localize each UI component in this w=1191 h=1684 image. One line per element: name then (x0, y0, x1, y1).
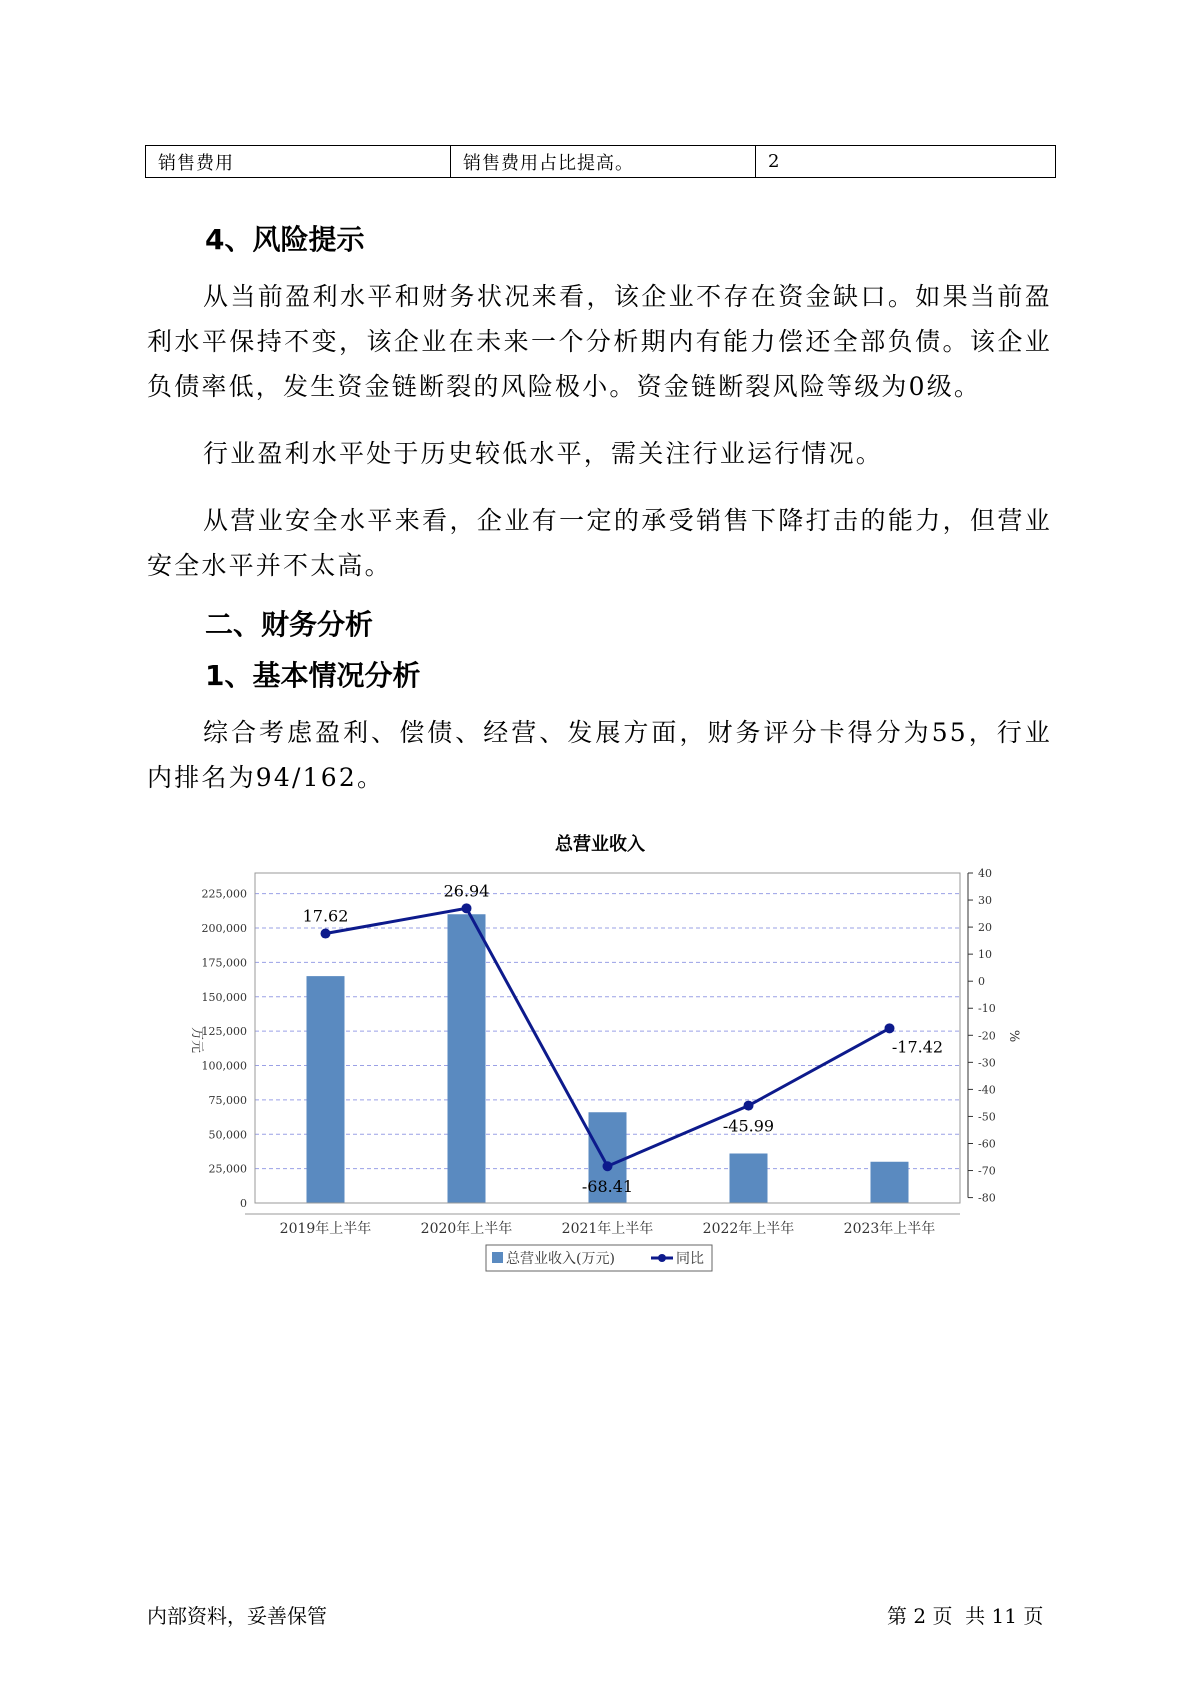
risk-paragraph-1: 从当前盈利水平和财务状况来看，该企业不存在资金缺口。如果当前盈利水平保持不变，该企业在未来一个分析期内有能力偿还全部负债。该企业负债率低，发生资金链断裂的风险极小。资金链断裂风险等级为0级。 (147, 282, 1052, 401)
legend-bar-swatch (492, 1252, 503, 1263)
yoy-data-label: -45.99 (722, 1116, 775, 1136)
yoy-data-label: 17.62 (302, 906, 349, 926)
y2-tick-label: -80 (978, 1191, 996, 1205)
yoy-point (462, 903, 472, 913)
footer-page-number: 第 2 页 共 11 页 (887, 1604, 1044, 1628)
y-tick-label: 125,000 (201, 1025, 247, 1039)
revenue-bar (730, 1154, 768, 1204)
y-tick-label: 200,000 (201, 922, 247, 935)
y-tick-label: 150,000 (201, 990, 247, 1004)
yoy-point (744, 1101, 754, 1111)
revenue-bar (871, 1162, 909, 1203)
basic-analysis-heading: 1、基本情况分析 (205, 659, 421, 692)
y-tick-label: 0 (240, 1197, 247, 1210)
y-tick-label: 225,000 (201, 887, 247, 901)
x-tick-label: 2021年上半年 (561, 1221, 654, 1237)
table-cell-desc: 销售费用占比提高。 (451, 146, 756, 178)
y2-tick-label: -50 (978, 1110, 996, 1124)
y-axis-label: 万元 (189, 1026, 204, 1054)
yoy-point (603, 1161, 613, 1171)
x-tick-label: 2022年上半年 (702, 1221, 795, 1237)
y2-tick-label: -40 (978, 1083, 996, 1097)
basic-analysis-paragraph: 综合考虑盈利、偿债、经营、发展方面，财务评分卡得分为55，行业内排名为94/162。 (147, 718, 1052, 792)
table-cell-score: 2 (756, 146, 1056, 178)
y-tick-label: 100,000 (201, 1059, 247, 1073)
y-tick-label: 175,000 (201, 956, 247, 970)
y2-tick-label: 20 (978, 921, 992, 935)
y2-tick-label: -20 (978, 1029, 996, 1043)
revenue-bar (307, 976, 345, 1203)
y2-tick-label: -70 (978, 1164, 996, 1178)
chart-title: 总营业收入 (555, 834, 645, 855)
risk-paragraph-3: 从营业安全水平来看，企业有一定的承受销售下降打击的能力，但营业安全水平并不太高。 (147, 506, 1052, 580)
y2-tick-label: -10 (978, 1002, 996, 1016)
legend-line-label: 同比 (676, 1251, 704, 1267)
y-tick-label: 25,000 (208, 1162, 247, 1176)
y2-tick-label: 10 (978, 948, 992, 962)
footer-confidential: 内部资料，妥善保管 (147, 1604, 327, 1628)
x-tick-label: 2019年上半年 (279, 1221, 372, 1237)
y2-axis-label: % (1006, 1029, 1021, 1043)
risk-heading: 4、风险提示 (205, 223, 365, 256)
y2-tick-label: -60 (978, 1137, 996, 1151)
yoy-data-label: -17.42 (891, 1037, 944, 1057)
financial-heading: 二、财务分析 (205, 608, 374, 641)
revenue-bar (448, 914, 486, 1203)
x-tick-label: 2020年上半年 (420, 1221, 513, 1237)
risk-paragraph-2: 行业盈利水平处于历史较低水平，需关注行业运行情况。 (203, 439, 884, 468)
yoy-point (885, 1023, 895, 1033)
x-tick-label: 2023年上半年 (843, 1221, 936, 1237)
y-tick-label: 50,000 (208, 1128, 247, 1142)
y2-tick-label: 40 (978, 867, 992, 880)
y2-tick-label: 30 (978, 894, 992, 908)
yoy-data-label: -68.41 (581, 1177, 634, 1197)
y2-tick-label: -30 (978, 1056, 996, 1070)
yoy-point (321, 929, 331, 939)
y-tick-label: 75,000 (208, 1093, 247, 1107)
legend-bar-label: 总营业收入(万元) (506, 1251, 615, 1267)
table-cell-item: 销售费用 (146, 146, 451, 178)
legend-line-marker (658, 1254, 666, 1262)
y2-tick-label: 0 (978, 975, 985, 989)
yoy-data-label: 26.94 (443, 881, 490, 901)
